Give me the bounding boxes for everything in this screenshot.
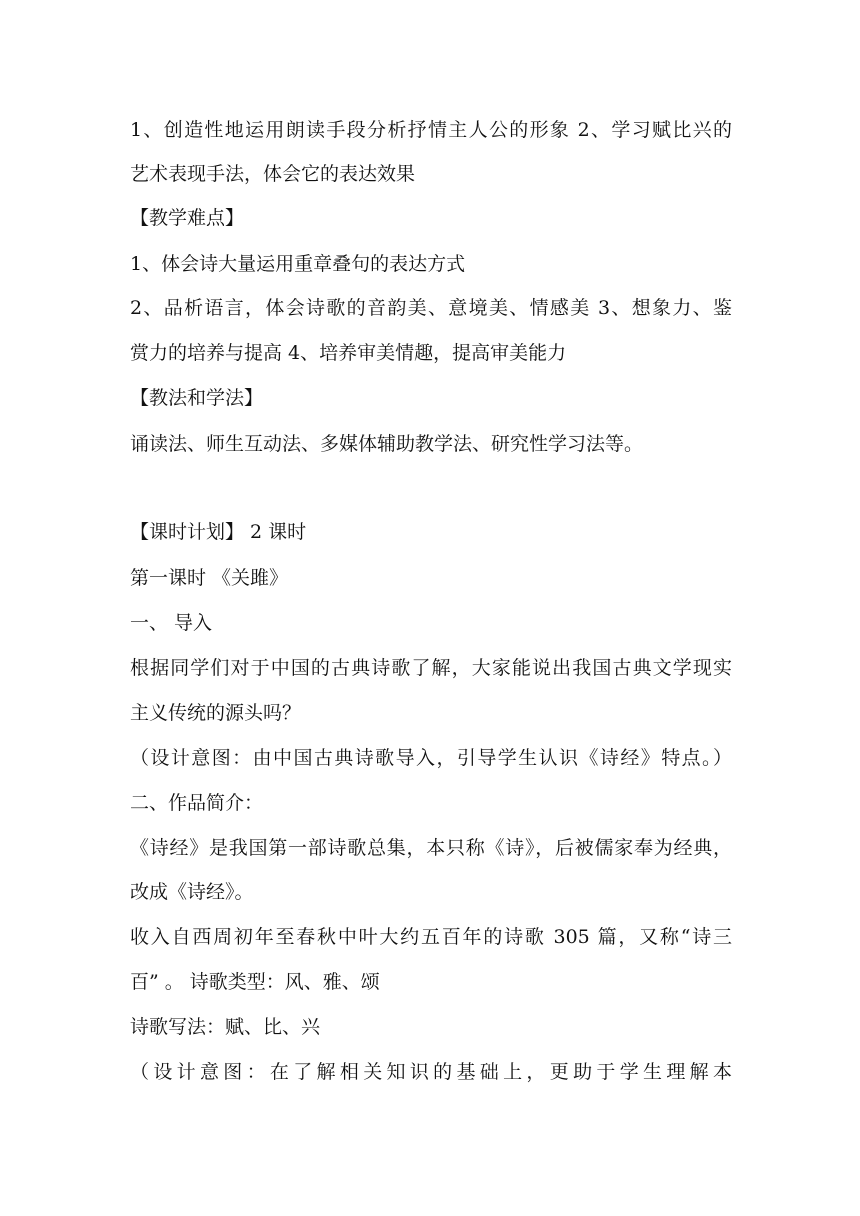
intro-paragraph-line-1: 根据同学们对于中国的古典诗歌了解，大家能说出我国古典文学现实	[130, 657, 732, 679]
difficulty-line-3: 赏力的培养与提高 4、培养审美情趣，提高审美能力	[130, 342, 567, 364]
works-intro-line-1: 《诗经》是我国第一部诗歌总集，本只称《诗》，后被儒家奉为经典，	[130, 837, 732, 859]
difficulty-line-1: 1、体会诗大量运用重章叠句的表达方式	[130, 253, 466, 275]
intro-paragraph-line-2: 主义传统的源头吗？	[130, 702, 302, 724]
works-intro-line-2: 改成《诗经》。	[130, 881, 254, 903]
design-intent-2: （设计意图：在了解相关知识的基础上，更助于学生理解本	[130, 1061, 732, 1083]
intro-heading: 一、 导入	[130, 612, 213, 634]
objective-line-2: 艺术表现手法，体会它的表达效果	[130, 163, 416, 185]
difficulty-line-2: 2、品析语言，体会诗歌的音韵美、意境美、情感美 3、想象力、鉴	[130, 297, 732, 319]
section-heading-difficulties: 【教学难点】	[130, 207, 245, 229]
works-intro-heading: 二、作品简介：	[130, 792, 264, 814]
works-intro-line-4: 百” 。 诗歌类型：风、雅、颂	[130, 971, 380, 993]
design-intent-1: （设计意图：由中国古典诗歌导入，引导学生认识《诗经》特点。）	[130, 747, 732, 769]
lesson-one-title: 第一课时 《关雎》	[130, 567, 289, 589]
works-intro-line-3: 收入自西周初年至春秋中叶大约五百年的诗歌 305 篇，又称“诗三	[130, 926, 732, 948]
section-heading-methods: 【教法和学法】	[130, 387, 264, 409]
writing-methods-line: 诗歌写法：赋、比、兴	[130, 1016, 321, 1038]
methods-line: 诵读法、师生互动法、多媒体辅助教学法、研究性学习法等。	[130, 433, 644, 455]
objective-line-1: 1、创造性地运用朗读手段分析抒情主人公的形象 2、学习赋比兴的	[130, 119, 732, 141]
section-heading-schedule: 【课时计划】 2 课时	[130, 521, 307, 543]
